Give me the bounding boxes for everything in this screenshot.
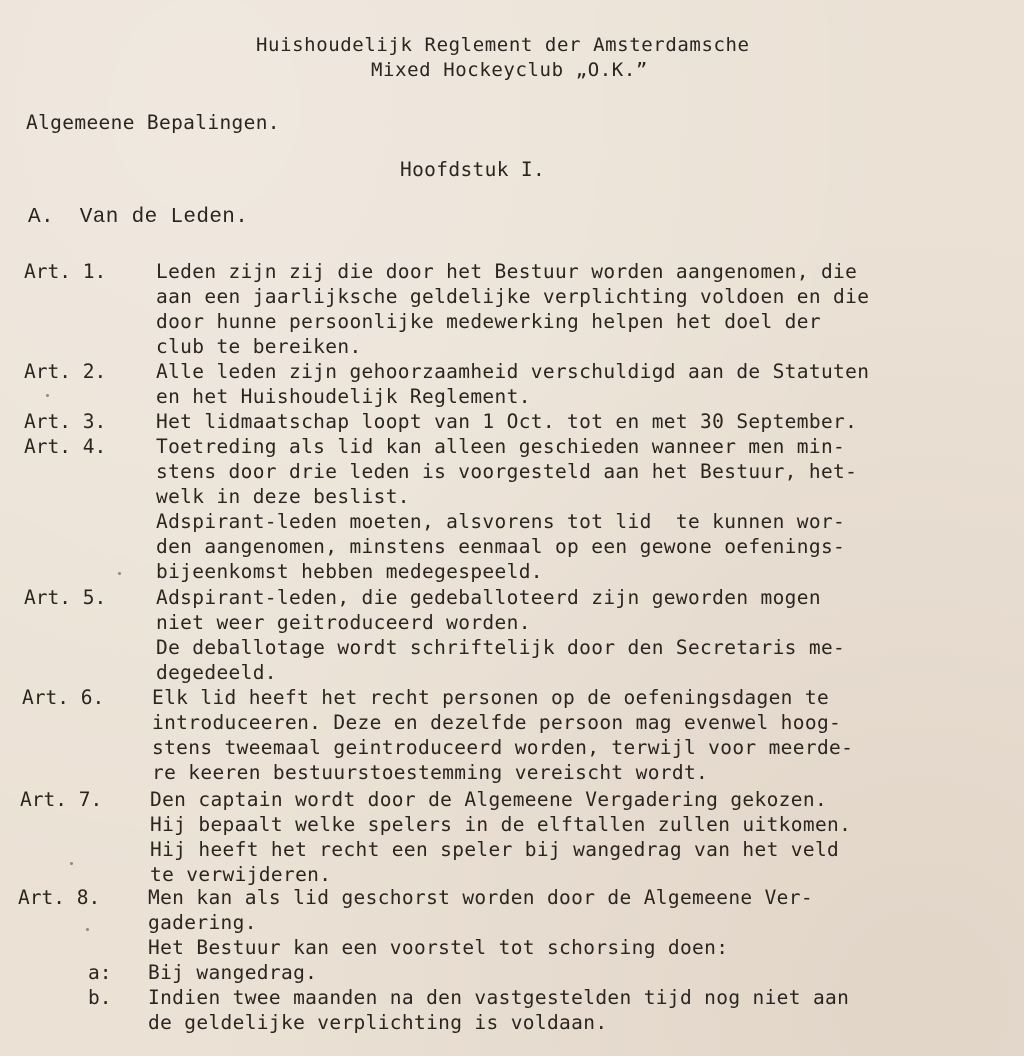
- general-provisions-heading: Algemeene Bepalingen.: [26, 111, 280, 134]
- article-2-label: Art. 2.: [24, 360, 107, 383]
- article-4-line-5: den aangenomen, minstens eenmaal op een gewone oefenings-: [156, 535, 846, 558]
- paper-speck: [46, 394, 49, 397]
- article-3-line-1: Het lidmaatschap loopt van 1 Oct. tot en met 30 September.: [156, 410, 858, 433]
- article-5-line-2: niet weer geitroduceerd worden.: [156, 611, 531, 634]
- article-8-line-3: Het Bestuur kan een voorstel tot schorsing doen:: [148, 936, 729, 959]
- article-2-line-2: en het Huishoudelijk Reglement.: [156, 385, 531, 408]
- sub-item-b-label: b.: [88, 986, 112, 1009]
- article-8-line-1: Men kan als lid geschorst worden door de Algemeene Ver-: [148, 886, 813, 909]
- article-4-line-3: welk in deze beslist.: [156, 485, 410, 508]
- paper-speck: [86, 928, 89, 931]
- article-6-line-1: Elk lid heeft het recht personen op de oefeningsdagen te: [152, 686, 830, 709]
- article-3-label: Art. 3.: [24, 410, 107, 433]
- article-7-label: Art. 7.: [20, 788, 103, 811]
- sub-item-b-line-1: Indien twee maanden na den vastgestelden tijd nog niet aan: [148, 986, 850, 1009]
- article-8-line-2: gadering.: [148, 911, 257, 934]
- article-6-label: Art. 6.: [22, 686, 105, 709]
- paper-speck: [70, 862, 73, 865]
- article-7-line-3: Hij heeft het recht een speler bij wangedrag van het veld: [150, 838, 840, 861]
- article-6-line-2: introduceeren. Deze en dezelfde persoon mag evenwel hoog-: [152, 711, 842, 734]
- article-2-line-1: Alle leden zijn gehoorzaamheid verschuldigd aan de Statuten: [156, 360, 870, 383]
- article-4-line-2: stens door drie leden is voorgesteld aan het Bestuur, het-: [156, 460, 858, 483]
- article-1-label: Art. 1.: [24, 260, 107, 283]
- article-1-line-4: club te bereiken.: [156, 335, 362, 358]
- article-5-line-4: degedeeld.: [156, 661, 277, 684]
- article-4-line-4: Adspirant-leden moeten, alsvorens tot lid te kunnen wor-: [156, 510, 846, 533]
- article-5-line-3: De deballotage wordt schriftelijk door den Secretaris me-: [156, 636, 846, 659]
- article-7-line-2: Hij bepaalt welke spelers in de elftallen zullen uitkomen.: [150, 813, 852, 836]
- article-5-line-1: Adspirant-leden, die gedeballoteerd zijn geworden mogen: [156, 586, 821, 609]
- sub-item-a-label: a:: [88, 961, 112, 984]
- article-4-line-1: Toetreding als lid kan alleen geschieden wanneer men min-: [156, 435, 846, 458]
- article-4-label: Art. 4.: [24, 435, 107, 458]
- section-a-heading: A. Van de Leden.: [28, 206, 249, 229]
- sub-item-b-line-2: de geldelijke verplichting is voldaan.: [148, 1011, 608, 1034]
- chapter-heading: Hoofdstuk I.: [400, 158, 546, 181]
- document-title-line-2: Mixed Hockeyclub „O.K.”: [371, 59, 648, 81]
- article-7-line-1: Den captain wordt door de Algemeene Vergadering gekozen.: [150, 788, 828, 811]
- article-1-line-3: door hunne persoonlijke medewerking helpen het doel der: [156, 310, 821, 333]
- article-6-line-4: re keeren bestuurstoestemming vereischt wordt.: [152, 761, 709, 784]
- article-1-line-1: Leden zijn zij die door het Bestuur worden aangenomen, die: [156, 260, 858, 283]
- document-title-line-1: Huishoudelijk Reglement der Amsterdamsche: [256, 34, 750, 56]
- article-8-label: Art. 8.: [18, 886, 101, 909]
- paper-speck: [118, 572, 121, 575]
- article-6-line-3: stens tweemaal geintroduceerd worden, terwijl voor meerde-: [152, 736, 854, 759]
- sub-item-a-line-1: Bij wangedrag.: [148, 961, 318, 984]
- article-1-line-2: aan een jaarlijksche geldelijke verplichting voldoen en die: [156, 285, 870, 308]
- article-5-label: Art. 5.: [24, 586, 107, 609]
- article-7-line-4: te verwijderen.: [150, 863, 332, 886]
- article-4-line-6: bijeenkomst hebben medegespeeld.: [156, 560, 543, 583]
